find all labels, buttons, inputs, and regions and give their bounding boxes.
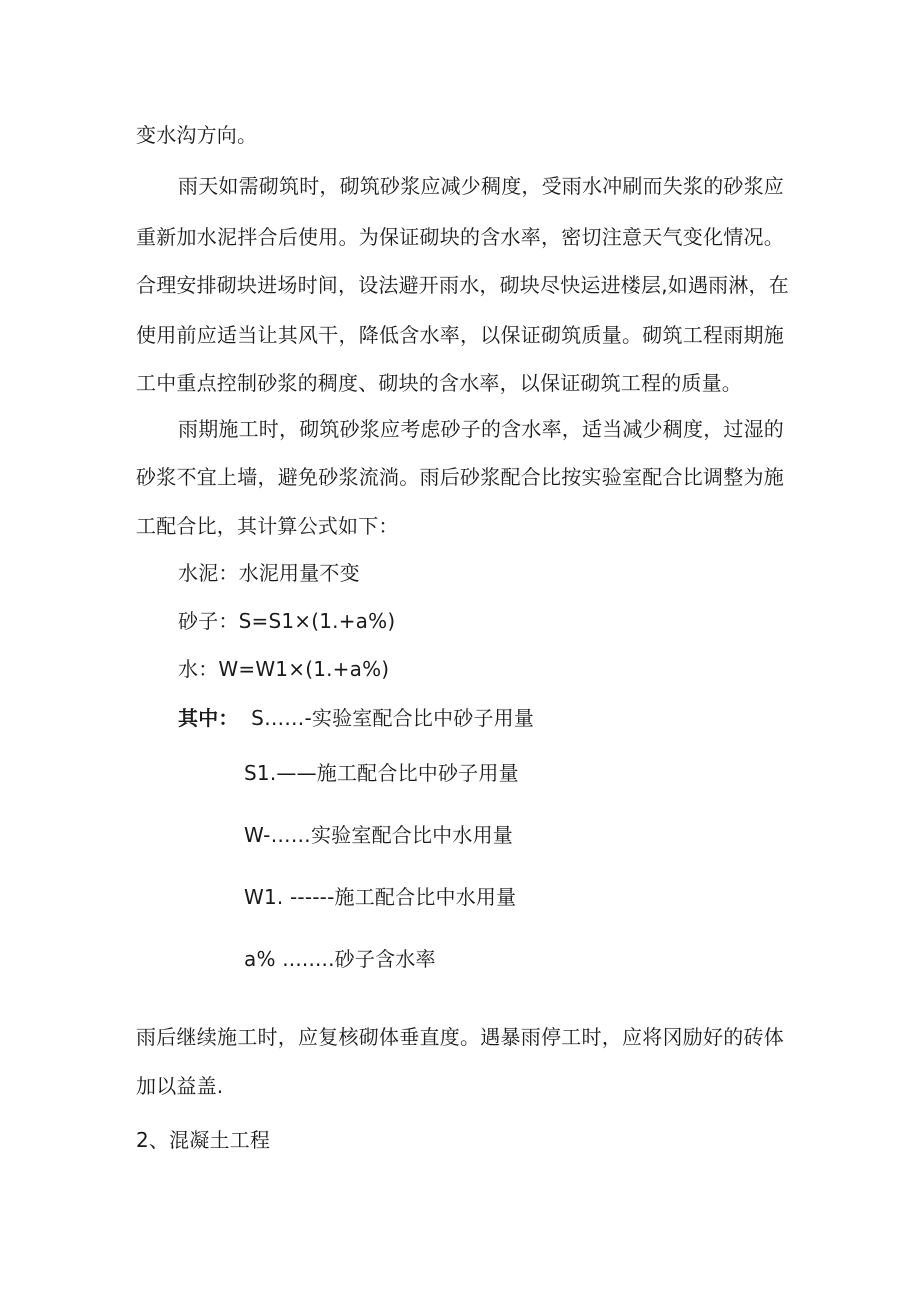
section-heading: 2、混凝土工程 <box>136 1128 271 1152</box>
paragraph-line: 使用前应适当让其风干，降低含水率，以保证砌筑质量。砌筑工程雨期施 <box>136 323 784 347</box>
formula-water: 水：W=W1×(1.+a%) <box>178 657 390 681</box>
legend-row <box>178 705 534 731</box>
paragraph-line: 雨期施工时，砌筑砂浆应考虑砂子的含水率，适当减少稠度，过湿的 <box>178 417 784 441</box>
paragraph-line: 加以益盖. <box>136 1074 224 1098</box>
legend-label: 其中： <box>178 706 239 730</box>
paragraph-line: 工配合比，其计算公式如下： <box>136 514 399 538</box>
formula-cement: 水泥：水泥用量不变 <box>178 561 360 585</box>
legend-item-w: W-……实验室配合比中水用量 <box>244 823 513 847</box>
legend-item-s1: S1.——施工配合比中砂子用量 <box>244 761 519 785</box>
legend-item-a: a% ........砂子含水率 <box>244 947 436 971</box>
paragraph-line: 雨后继续施工时，应复核砌体垂直度。遇暴雨停工时，应将冈励好的砖体 <box>136 1025 784 1049</box>
paragraph-line: 砂浆不宜上墙，避免砂浆流淌。雨后砂浆配合比按实验室配合比调整为施 <box>136 465 784 489</box>
legend-item-s: S……-实验室配合比中砂子用量 <box>251 706 535 730</box>
paragraph-line: 工中重点控制砂浆的稠度、砌块的含水率，以保证砌筑工程的质量。 <box>136 371 742 395</box>
legend-item-w1: W1. ------施工配合比中水用量 <box>244 885 517 909</box>
paragraph-line: 雨天如需砌筑时，砌筑砂浆应减少稠度，受雨水冲刷而失浆的砂浆应 <box>178 174 784 198</box>
paragraph-line: 重新加水泥拌合后使用。为保证砌块的含水率，密切注意天气变化情况。 <box>136 225 784 249</box>
paragraph-line: 变水沟方向。 <box>136 123 258 147</box>
formula-sand: 砂子：S=S1×(1.+a%) <box>178 609 396 633</box>
paragraph-line: 合理安排砌块进场时间，设法避开雨水，砌块尽快运进楼层,如遇雨淋，在 <box>136 273 789 297</box>
